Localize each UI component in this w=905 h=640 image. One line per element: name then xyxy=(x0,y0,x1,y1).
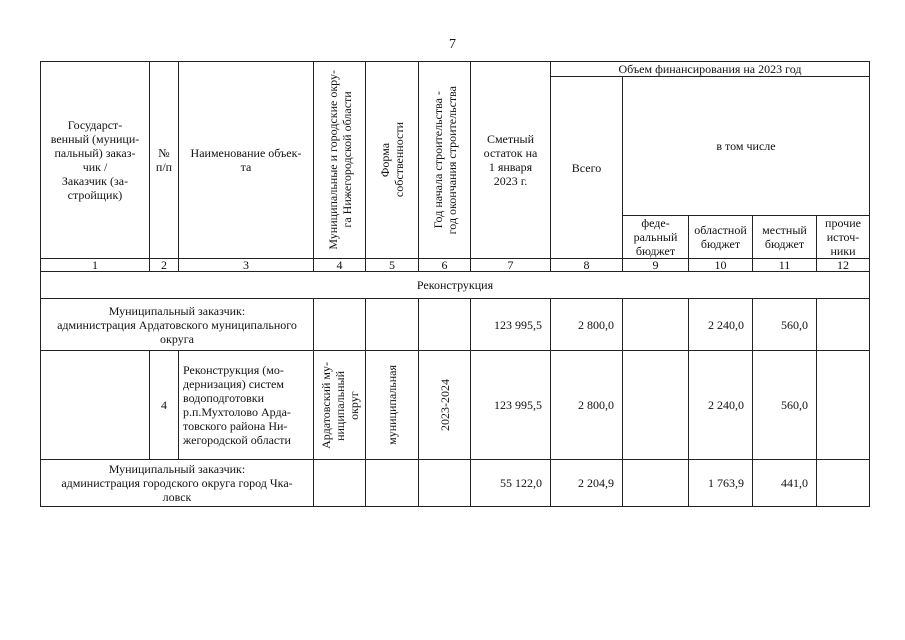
column-number-row xyxy=(41,259,870,272)
ownership-cell xyxy=(366,460,419,507)
header-other: прочие источ- ники xyxy=(817,216,870,259)
column-number: 10 xyxy=(689,259,753,272)
municipality-cell xyxy=(314,299,366,351)
header-total: Всего xyxy=(551,77,623,259)
years-cell: 2023-2024 xyxy=(419,351,471,460)
federal-cell xyxy=(623,460,689,507)
header-regional: областной бюджет xyxy=(689,216,753,259)
estimate-cell: 123 995,5 xyxy=(471,351,551,460)
header-local: местный бюджет xyxy=(753,216,817,259)
regional-cell: 1 763,9 xyxy=(689,460,753,507)
column-number: 9 xyxy=(623,259,689,272)
municipality-cell xyxy=(314,460,366,507)
header-funding-2023: Объем финансирования на 2023 год xyxy=(551,62,870,77)
total-cell: 2 800,0 xyxy=(551,351,623,460)
column-number: 5 xyxy=(366,259,419,272)
column-number: 2 xyxy=(150,259,179,272)
total-cell: 2 204,9 xyxy=(551,460,623,507)
estimate-cell: 55 122,0 xyxy=(471,460,551,507)
header-including: в том числе xyxy=(623,77,870,216)
customer-cell xyxy=(41,351,150,460)
customer-cell: Муниципальный заказчик: администрация Ардатовского муниципального округа xyxy=(41,299,314,351)
other-cell xyxy=(817,299,870,351)
header-ownership: Форма собственности xyxy=(366,62,419,259)
other-cell xyxy=(817,351,870,460)
total-cell: 2 800,0 xyxy=(551,299,623,351)
table-row xyxy=(41,351,870,460)
header-municipality: Муниципальные и городские окру- га Нижегородской области xyxy=(314,62,366,259)
header-federal: феде- ральный бюджет xyxy=(623,216,689,259)
header-row-top xyxy=(41,62,870,77)
column-number: 1 xyxy=(41,259,150,272)
column-number: 6 xyxy=(419,259,471,272)
column-number: 12 xyxy=(817,259,870,272)
regional-cell: 2 240,0 xyxy=(689,351,753,460)
column-number: 8 xyxy=(551,259,623,272)
table-row xyxy=(41,299,870,351)
estimate-cell: 123 995,5 xyxy=(471,299,551,351)
federal-cell xyxy=(623,299,689,351)
section-title: Реконструкция xyxy=(41,272,870,299)
header-index: № п/п xyxy=(150,62,179,259)
column-number: 4 xyxy=(314,259,366,272)
column-number: 7 xyxy=(471,259,551,272)
customer-cell: Муниципальный заказчик: администрация городского округа город Чка- ловск xyxy=(41,460,314,507)
object-name-cell: Реконструкция (мо- дернизация) систем водоподготовки р.п.Мухтолово Арда- товского района Ни- жегородской области xyxy=(179,351,314,460)
ownership-cell xyxy=(366,299,419,351)
section-row xyxy=(41,272,870,299)
column-number: 3 xyxy=(179,259,314,272)
header-object-name: Наименование объек- та xyxy=(179,62,314,259)
local-cell: 560,0 xyxy=(753,351,817,460)
header-estimate: Сметный остаток на 1 января 2023 г. xyxy=(471,62,551,259)
table-row xyxy=(41,460,870,507)
other-cell xyxy=(817,460,870,507)
financing-table xyxy=(40,61,870,507)
local-cell: 560,0 xyxy=(753,299,817,351)
page-number: 7 xyxy=(449,37,456,52)
years-cell xyxy=(419,299,471,351)
header-years: Год начала строительства - год окончания строительства xyxy=(419,62,471,259)
years-cell xyxy=(419,460,471,507)
regional-cell: 2 240,0 xyxy=(689,299,753,351)
header-customer: Государст- венный (муници- пальный) заказ- чик / Заказчик (за- стройщик) xyxy=(41,62,150,259)
column-number: 11 xyxy=(753,259,817,272)
local-cell: 441,0 xyxy=(753,460,817,507)
municipality-cell: Ардатовский му- ниципальный округ xyxy=(314,351,366,460)
index-cell: 4 xyxy=(150,351,179,460)
federal-cell xyxy=(623,351,689,460)
ownership-cell: муниципальная xyxy=(366,351,419,460)
